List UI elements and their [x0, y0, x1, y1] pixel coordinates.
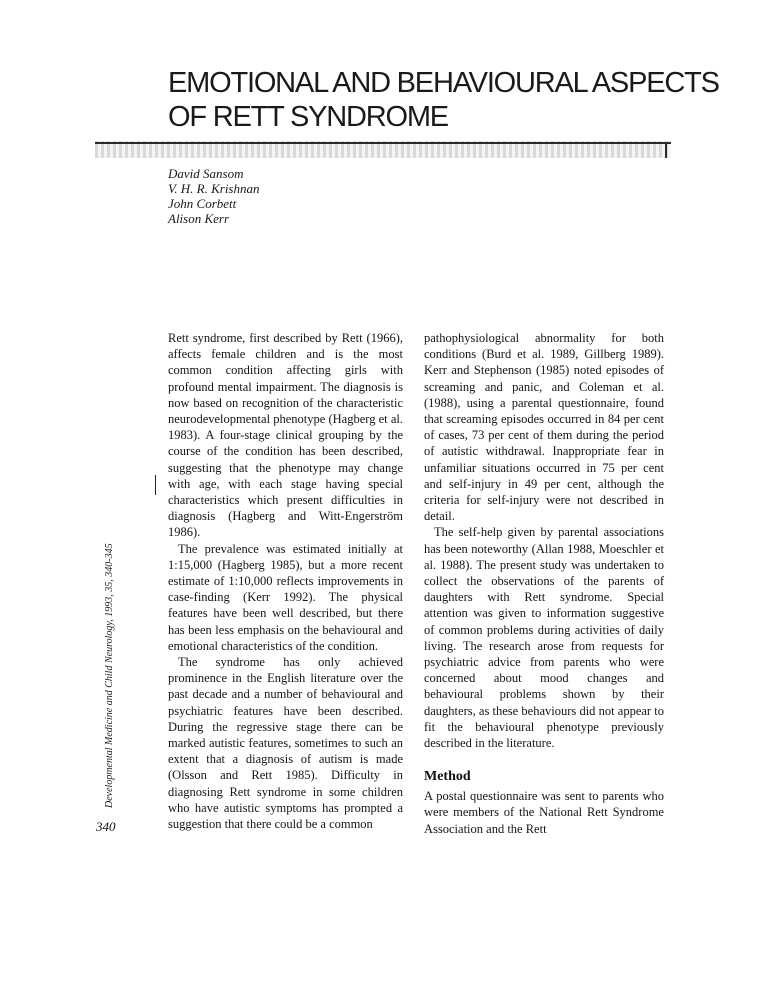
body-column-left: [168, 330, 403, 832]
author-name: John Corbett: [168, 196, 237, 211]
title-rule-line: [95, 142, 671, 144]
section-heading-method: Method: [424, 769, 471, 785]
body-paragraph: The prevalence was estimated initially at 1:15,000 (Hagberg 1985), but a more recent estimate of 1:10,000 reflects improvements in case-finding (Kerr 1992). The physical features have been well described, but there has been less emphasis on the behavioural and emotional characteristics of the condition.: [168, 541, 403, 653]
title-line-1: EMOTIONAL AND BEHAVIOURAL ASPECTS: [168, 67, 719, 99]
running-head: Developmental Medicine and Child Neurology, 1993, 35, 340-345: [104, 543, 115, 808]
title-rule-end: [665, 142, 667, 158]
body-paragraph: Rett syndrome, first described by Rett (1966), affects female children and is the most common condition affecting girls with profound mental impairment. The diagnosis is now based on recognition of the characteristic neurodevelopmental phenotype (Hagberg et al. 1983). A four-stage clinical grouping by the course of the condition has been described, suggesting that the phenotype may change with age, with each stage having special characteristics which present difficulties in diagnosis (Hagberg and Witt-Engerström 1986).: [168, 331, 403, 540]
title-line-2: OF RETT SYNDROME: [168, 101, 448, 133]
margin-mark: [155, 475, 156, 495]
article-title: [168, 66, 728, 134]
author-name: David Sansom: [168, 166, 244, 181]
body-paragraph: pathophysiological abnormality for both conditions (Burd et al. 1989, Gillberg 1989). Kerr and Stephenson (1985) noted episodes of screaming and panic, and Coleman et al. (1988), using a parental questionnaire, found that screaming episodes occurred in 84 per cent of cases, 73 per cent of them during the period of autistic withdrawal. Inappropriate fear in unfamiliar situations occurred in 75 per cent and self-injury in 49 per cent, although the criteria for self-injury were not described in detail.: [424, 331, 664, 524]
body-paragraph: The self-help given by parental associations has been noteworthy (Allan 1988, Moeschler et al. 1988). The present study was undertaken to collect the observations of the parents of daughters with Rett syndrome. Special attention was given to information suggestive of common problems during activities of daily living. The research arose from requests for psychiatric advice from parents who were concerned about mood changes and behavioural problems shown by their daughters, as these behaviours did not appear to fit the behavioural phenotype previously described in the literature.: [424, 525, 664, 751]
author-name: Alison Kerr: [168, 211, 230, 226]
body-paragraph: A postal questionnaire was sent to parents who were members of the National Rett Syndrome Association and the Rett: [424, 789, 664, 836]
author-list: [168, 166, 260, 226]
author-name: V. H. R. Krishnan: [168, 181, 260, 196]
page-number: 340: [96, 819, 116, 834]
body-paragraph: The syndrome has only achieved prominence in the English literature over the past decade and a number of behavioural and psychiatric features have been described. During the regressive stage there can be marked autistic features, sometimes to such an extent that a diagnosis of autism is made (Olsson and Rett 1985). Difficulty in diagnosing Rett syndrome in some children who have autistic symptoms has prompted a suggestion that there could be a common: [168, 655, 403, 832]
body-column-right: [424, 330, 664, 837]
